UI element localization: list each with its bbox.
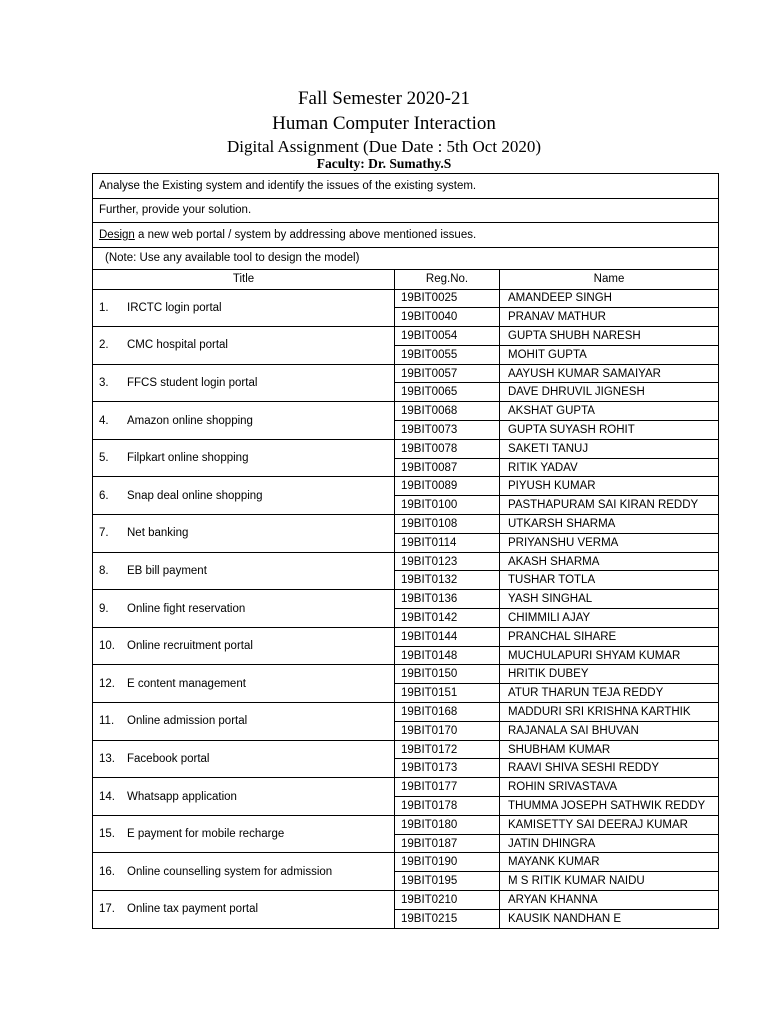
student-name: JATIN DHINGRA (500, 834, 719, 853)
reg-number: 19BIT0025 (395, 289, 500, 308)
reg-number: 19BIT0054 (395, 327, 500, 346)
project-number: 9. (99, 602, 109, 615)
note-row (93, 247, 719, 269)
student-name: CHIMMILI AJAY (500, 609, 719, 628)
project-number: 12. (99, 677, 115, 690)
reg-number: 19BIT0087 (395, 458, 500, 477)
table-row (93, 327, 719, 346)
reg-number: 19BIT0068 (395, 402, 500, 421)
project-title-cell (93, 552, 395, 590)
project-title: Filpkart online shopping (127, 452, 249, 465)
reg-number: 19BIT0190 (395, 853, 500, 872)
project-title: Facebook portal (127, 752, 210, 765)
project-title: Online admission portal (127, 715, 248, 728)
instruction-row (93, 174, 719, 199)
instruction-further: Further, provide your solution. (93, 198, 719, 223)
project-title-cell (93, 740, 395, 778)
project-number: 10. (99, 640, 115, 653)
reg-number: 19BIT0040 (395, 308, 500, 327)
project-number: 16. (99, 865, 115, 878)
table-row (93, 590, 719, 609)
student-name: RITIK YADAV (500, 458, 719, 477)
table-row (93, 778, 719, 797)
project-title-cell (93, 778, 395, 816)
student-name: M S RITIK KUMAR NAIDU (500, 872, 719, 891)
student-name: MADDURI SRI KRISHNA KARTHIK (500, 703, 719, 722)
reg-number: 19BIT0187 (395, 834, 500, 853)
project-title: Net banking (127, 527, 189, 540)
reg-number: 19BIT0215 (395, 909, 500, 928)
student-name: PRIYANSHU VERMA (500, 533, 719, 552)
reg-number: 19BIT0178 (395, 797, 500, 816)
reg-number: 19BIT0150 (395, 665, 500, 684)
table-row (93, 665, 719, 684)
project-title: Snap deal online shopping (127, 489, 263, 502)
reg-number: 19BIT0078 (395, 439, 500, 458)
student-name: AKSHAT GUPTA (500, 402, 719, 421)
table-row (93, 289, 719, 308)
student-name: YASH SINGHAL (500, 590, 719, 609)
project-title: E payment for mobile recharge (127, 828, 285, 841)
table-row (93, 740, 719, 759)
project-title: Whatsapp application (127, 790, 237, 803)
project-number: 3. (99, 376, 109, 389)
project-number: 14. (99, 790, 115, 803)
reg-number: 19BIT0114 (395, 533, 500, 552)
student-name: AKASH SHARMA (500, 552, 719, 571)
instruction-row (93, 198, 719, 223)
reg-number: 19BIT0148 (395, 646, 500, 665)
table-row (93, 515, 719, 534)
project-number: 6. (99, 489, 109, 502)
project-number: 15. (99, 828, 115, 841)
student-name: ARYAN KHANNA (500, 891, 719, 910)
project-number: 2. (99, 339, 109, 352)
project-number: 4. (99, 414, 109, 427)
reg-number: 19BIT0073 (395, 421, 500, 440)
project-number: 1. (99, 301, 109, 314)
reg-number: 19BIT0055 (395, 345, 500, 364)
reg-number: 19BIT0100 (395, 496, 500, 515)
column-header-regno: Reg.No. (395, 269, 500, 289)
project-number: 8. (99, 564, 109, 577)
faculty-heading: Faculty: Dr. Sumathy.S (316, 156, 452, 171)
assignment-heading: Digital Assignment (Due Date : 5th Oct 2020) (227, 137, 541, 156)
column-header-name: Name (500, 269, 719, 289)
student-name: MAYANK KUMAR (500, 853, 719, 872)
project-title-cell (93, 665, 395, 703)
student-name: PIYUSH KUMAR (500, 477, 719, 496)
table-row (93, 439, 719, 458)
reg-number: 19BIT0144 (395, 627, 500, 646)
project-title: Online recruitment portal (127, 640, 253, 653)
table-row (93, 477, 719, 496)
student-name: ATUR THARUN TEJA REDDY (500, 684, 719, 703)
project-title: CMC hospital portal (127, 339, 228, 352)
reg-number: 19BIT0108 (395, 515, 500, 534)
project-title: Amazon online shopping (127, 414, 253, 427)
table-row (93, 552, 719, 571)
student-name: KAMISETTY SAI DEERAJ KUMAR (500, 815, 719, 834)
project-title-cell (93, 439, 395, 477)
student-name: SAKETI TANUJ (500, 439, 719, 458)
student-name: THUMMA JOSEPH SATHWIK REDDY (500, 797, 719, 816)
student-name: AMANDEEP SINGH (500, 289, 719, 308)
project-title-cell (93, 477, 395, 515)
project-title-cell (93, 327, 395, 365)
instruction-analyse: Analyse the Existing system and identify the issues of the existing system. (93, 174, 719, 199)
project-title: Online tax payment portal (127, 903, 259, 916)
student-name: PASTHAPURAM SAI KIRAN REDDY (500, 496, 719, 515)
project-title-cell (93, 853, 395, 891)
student-name: MUCHULAPURI SHYAM KUMAR (500, 646, 719, 665)
project-title-cell (93, 891, 395, 929)
student-name: ROHIN SRIVASTAVA (500, 778, 719, 797)
project-number: 11. (99, 715, 115, 728)
project-title-cell (93, 815, 395, 853)
project-title: Online counselling system for admission (127, 865, 333, 878)
reg-number: 19BIT0180 (395, 815, 500, 834)
project-title-cell (93, 703, 395, 741)
table-row (93, 402, 719, 421)
reg-number: 19BIT0057 (395, 364, 500, 383)
project-title: Online fight reservation (127, 602, 246, 615)
course-heading: Human Computer Interaction (272, 113, 496, 134)
reg-number: 19BIT0210 (395, 891, 500, 910)
project-title-cell (93, 590, 395, 628)
project-title-cell (93, 289, 395, 327)
reg-number: 19BIT0177 (395, 778, 500, 797)
assignment-table (92, 173, 719, 929)
student-name: TUSHAR TOTLA (500, 571, 719, 590)
student-name: GUPTA SUYASH ROHIT (500, 421, 719, 440)
student-name: PRANCHAL SIHARE (500, 627, 719, 646)
project-title: IRCTC login portal (127, 301, 222, 314)
instruction-note: (Note: Use any available tool to design the model) (93, 247, 719, 269)
instruction-design (93, 223, 719, 248)
project-title: EB bill payment (127, 564, 207, 577)
reg-number: 19BIT0170 (395, 721, 500, 740)
project-title-cell (93, 515, 395, 553)
reg-number: 19BIT0089 (395, 477, 500, 496)
table-row (93, 853, 719, 872)
project-number: 5. (99, 452, 109, 465)
table-row (93, 364, 719, 383)
reg-number: 19BIT0136 (395, 590, 500, 609)
project-title: E content management (127, 677, 246, 690)
student-name: AAYUSH KUMAR SAMAIYAR (500, 364, 719, 383)
project-title-cell (93, 364, 395, 402)
project-title-cell (93, 627, 395, 665)
column-header-title: Title (93, 269, 395, 289)
student-name: KAUSIK NANDHAN E (500, 909, 719, 928)
student-name: UTKARSH SHARMA (500, 515, 719, 534)
reg-number: 19BIT0065 (395, 383, 500, 402)
reg-number: 19BIT0168 (395, 703, 500, 722)
semester-heading: Fall Semester 2020-21 (297, 88, 471, 109)
student-name: HRITIK DUBEY (500, 665, 719, 684)
project-title: FFCS student login portal (127, 376, 258, 389)
student-name: RAJANALA SAI BHUVAN (500, 721, 719, 740)
student-name: MOHIT GUPTA (500, 345, 719, 364)
table-row (93, 815, 719, 834)
student-name: GUPTA SHUBH NARESH (500, 327, 719, 346)
student-name: RAAVI SHIVA SESHI REDDY (500, 759, 719, 778)
table-row (93, 703, 719, 722)
reg-number: 19BIT0151 (395, 684, 500, 703)
reg-number: 19BIT0142 (395, 609, 500, 628)
reg-number: 19BIT0195 (395, 872, 500, 891)
project-number: 13. (99, 752, 115, 765)
column-header-row (93, 269, 719, 289)
student-name: DAVE DHRUVIL JIGNESH (500, 383, 719, 402)
project-title-cell (93, 402, 395, 440)
student-name: PRANAV MATHUR (500, 308, 719, 327)
design-text: a new web portal / system by addressing above mentioned issues. (134, 228, 477, 241)
student-name: SHUBHAM KUMAR (500, 740, 719, 759)
reg-number: 19BIT0172 (395, 740, 500, 759)
reg-number: 19BIT0173 (395, 759, 500, 778)
table-row (93, 627, 719, 646)
project-number: 17. (99, 903, 115, 916)
project-number: 7. (99, 527, 109, 540)
reg-number: 19BIT0132 (395, 571, 500, 590)
reg-number: 19BIT0123 (395, 552, 500, 571)
table-row (93, 891, 719, 910)
design-word: Design (99, 228, 135, 241)
instruction-row (93, 223, 719, 248)
